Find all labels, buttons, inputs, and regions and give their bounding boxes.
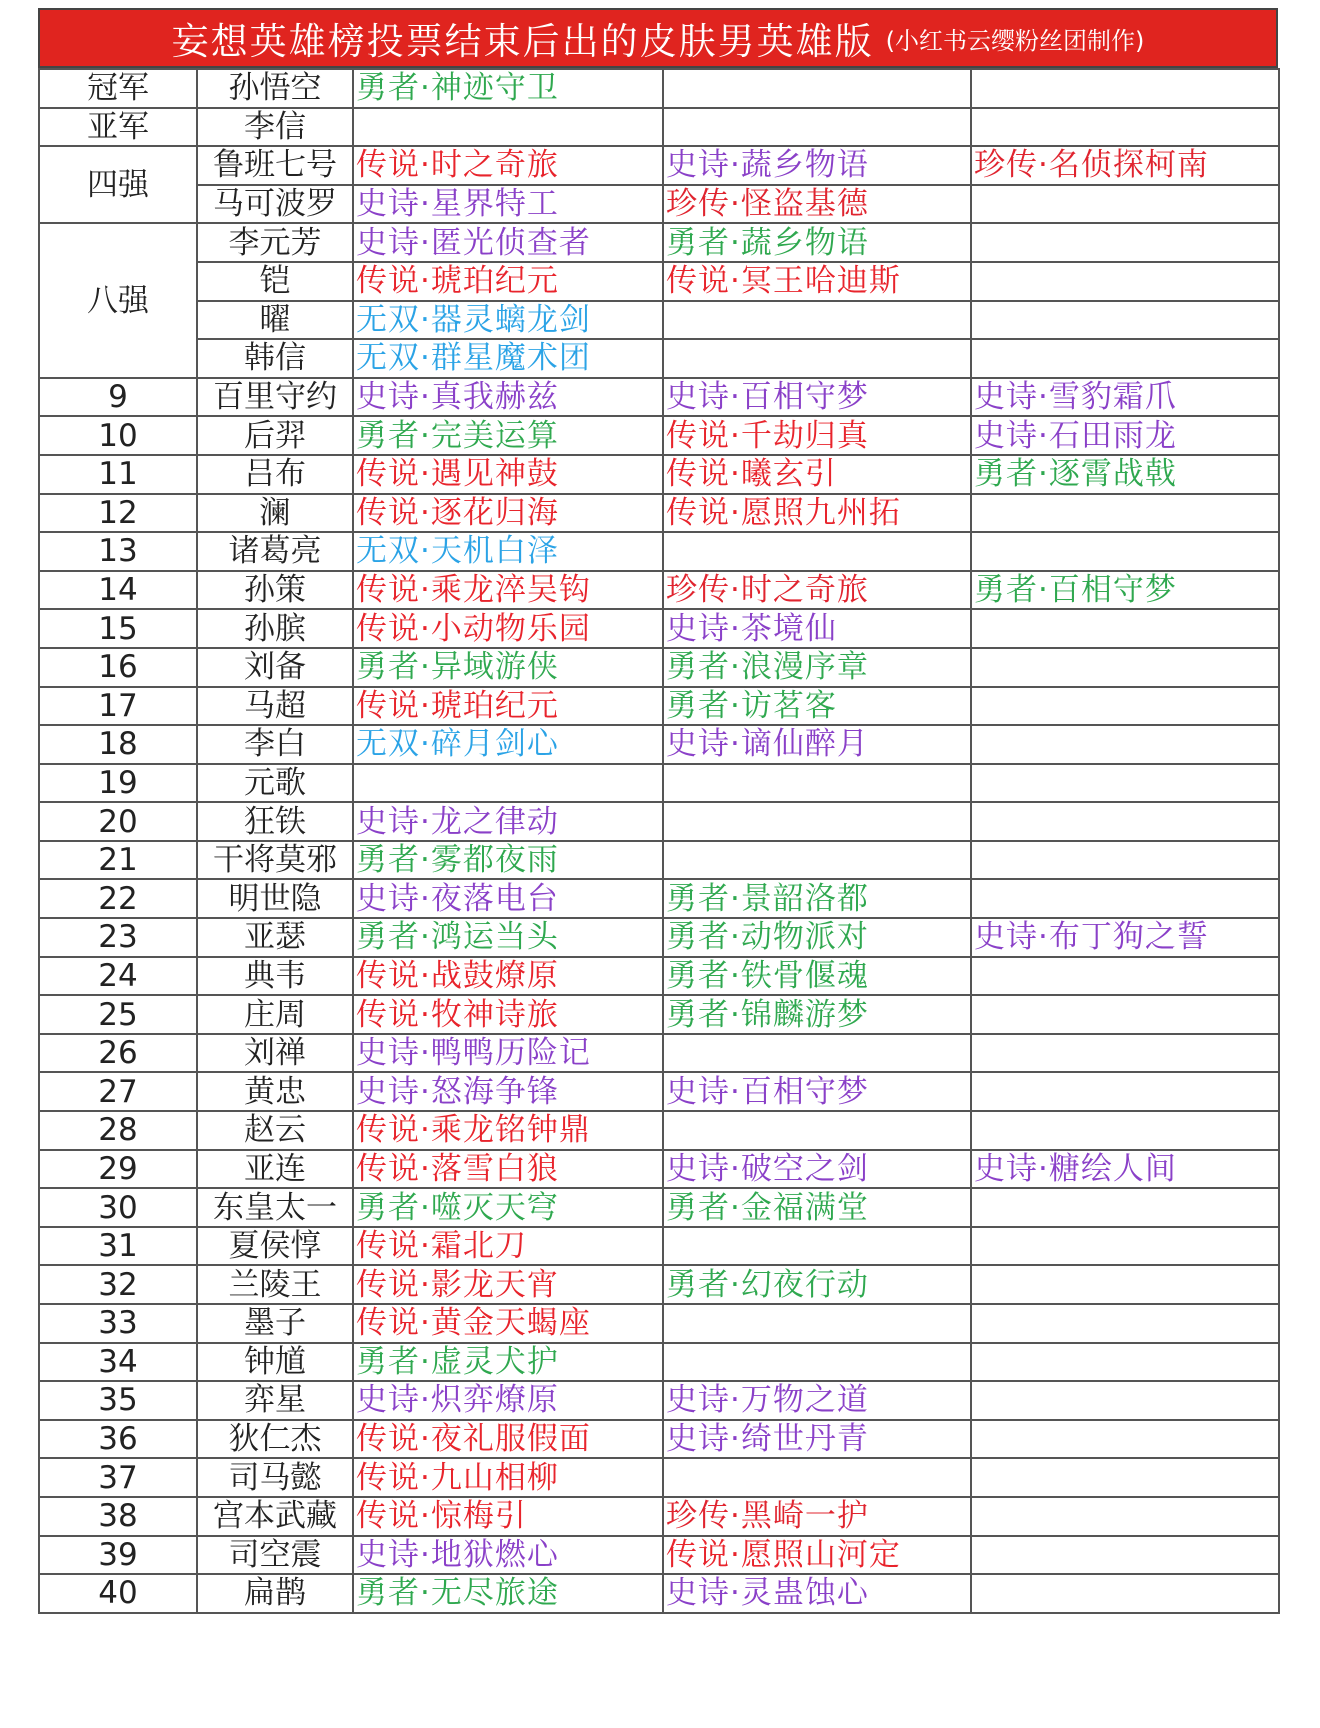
hero-name-cell: 明世隐	[197, 879, 353, 918]
hero-name-cell: 元歌	[197, 764, 353, 803]
table-row	[39, 69, 1279, 108]
skin-cell: 无双·群星魔术团	[353, 339, 663, 378]
rank-cell: 22	[39, 879, 197, 918]
hero-name-cell: 澜	[197, 494, 353, 533]
hero-name-cell: 吕布	[197, 455, 353, 494]
table-row	[39, 1381, 1279, 1420]
rank-cell: 24	[39, 957, 197, 996]
skin-cell	[971, 185, 1279, 224]
hero-name-cell: 庄周	[197, 995, 353, 1034]
rank-cell: 32	[39, 1265, 197, 1304]
skin-cell: 传说·冥王哈迪斯	[663, 262, 971, 301]
skin-cell: 传说·九山相柳	[353, 1458, 663, 1497]
hero-name-cell: 孙策	[197, 571, 353, 610]
rank-cell: 16	[39, 648, 197, 687]
table-row	[39, 725, 1279, 764]
skin-cell: 珍传·名侦探柯南	[971, 146, 1279, 185]
table-row	[39, 1188, 1279, 1227]
skin-cell: 传说·乘龙铭钟鼎	[353, 1111, 663, 1150]
skin-cell	[971, 1420, 1279, 1459]
table-row	[39, 1034, 1279, 1073]
page-subtitle: (小红书云缨粉丝团制作)	[885, 26, 1145, 55]
skin-cell	[971, 1111, 1279, 1150]
skin-cell: 传说·落雪白狼	[353, 1150, 663, 1189]
hero-name-cell: 鲁班七号	[197, 146, 353, 185]
skin-cell: 传说·牧神诗旅	[353, 995, 663, 1034]
hero-name-cell: 扁鹊	[197, 1574, 353, 1613]
skin-cell	[971, 1536, 1279, 1575]
skin-cell	[663, 532, 971, 571]
skin-cell	[971, 957, 1279, 996]
skin-cell: 传说·逐花归海	[353, 494, 663, 533]
skin-cell: 史诗·雪豹霜爪	[971, 378, 1279, 417]
skin-cell	[971, 879, 1279, 918]
skin-cell: 勇者·幻夜行动	[663, 1265, 971, 1304]
table-row	[39, 262, 1279, 301]
skin-cell	[663, 802, 971, 841]
skin-cell: 珍传·怪盗基德	[663, 185, 971, 224]
hero-name-cell: 诸葛亮	[197, 532, 353, 571]
skin-cell: 传说·曦玄引	[663, 455, 971, 494]
skin-cell	[971, 1188, 1279, 1227]
rank-cell: 20	[39, 802, 197, 841]
skin-cell	[971, 1034, 1279, 1073]
skin-cell	[971, 841, 1279, 880]
skin-cell: 勇者·完美运算	[353, 416, 663, 455]
rank-cell: 27	[39, 1072, 197, 1111]
hero-name-cell: 曜	[197, 301, 353, 340]
hero-name-cell: 亚瑟	[197, 918, 353, 957]
table-row	[39, 339, 1279, 378]
skin-cell: 传说·影龙天宵	[353, 1265, 663, 1304]
table-row	[39, 1304, 1279, 1343]
table-row	[39, 1420, 1279, 1459]
skin-cell: 勇者·无尽旅途	[353, 1574, 663, 1613]
table-row	[39, 301, 1279, 340]
skin-cell: 勇者·虚灵犬护	[353, 1343, 663, 1382]
rank-cell: 15	[39, 609, 197, 648]
table-row	[39, 1574, 1279, 1613]
skin-cell	[663, 69, 971, 108]
table-row	[39, 918, 1279, 957]
skin-cell	[971, 1458, 1279, 1497]
table-row	[39, 532, 1279, 571]
hero-name-cell: 狂铁	[197, 802, 353, 841]
table-body	[39, 69, 1279, 1613]
hero-name-cell: 后羿	[197, 416, 353, 455]
skin-cell	[663, 1458, 971, 1497]
hero-name-cell: 赵云	[197, 1111, 353, 1150]
skin-table-sheet	[38, 8, 1278, 1614]
skin-cell: 勇者·百相守梦	[971, 571, 1279, 610]
hero-name-cell: 百里守约	[197, 378, 353, 417]
skin-cell	[663, 301, 971, 340]
rank-cell: 9	[39, 378, 197, 417]
hero-name-cell: 狄仁杰	[197, 1420, 353, 1459]
skin-cell: 勇者·动物派对	[663, 918, 971, 957]
skin-cell: 勇者·逐霄战戟	[971, 455, 1279, 494]
rank-cell: 23	[39, 918, 197, 957]
rank-cell: 34	[39, 1343, 197, 1382]
skin-cell	[663, 108, 971, 147]
rank-cell: 17	[39, 687, 197, 726]
skin-cell	[971, 223, 1279, 262]
hero-name-cell: 李白	[197, 725, 353, 764]
rank-cell: 40	[39, 1574, 197, 1613]
rank-cell: 21	[39, 841, 197, 880]
hero-name-cell: 马超	[197, 687, 353, 726]
skin-cell: 史诗·地狱燃心	[353, 1536, 663, 1575]
skin-cell: 传说·愿照山河定	[663, 1536, 971, 1575]
skin-cell: 勇者·铁骨偃魂	[663, 957, 971, 996]
table-row	[39, 879, 1279, 918]
table-row	[39, 1150, 1279, 1189]
skin-cell	[971, 1304, 1279, 1343]
skin-cell	[971, 494, 1279, 533]
hero-name-cell: 夏侯惇	[197, 1227, 353, 1266]
skin-cell: 传说·愿照九州拓	[663, 494, 971, 533]
rank-cell: 冠军	[39, 69, 197, 108]
rank-cell: 亚军	[39, 108, 197, 147]
table-row	[39, 1227, 1279, 1266]
hero-name-cell: 铠	[197, 262, 353, 301]
skin-cell: 史诗·匿光侦查者	[353, 223, 663, 262]
rank-cell: 18	[39, 725, 197, 764]
skin-cell: 史诗·茶境仙	[663, 609, 971, 648]
hero-name-cell: 弈星	[197, 1381, 353, 1420]
rank-cell: 37	[39, 1458, 197, 1497]
skin-cell	[663, 764, 971, 803]
skin-cell: 无双·器灵螭龙剑	[353, 301, 663, 340]
table-row	[39, 1072, 1279, 1111]
skin-cell	[663, 1111, 971, 1150]
skin-cell: 勇者·神迹守卫	[353, 69, 663, 108]
hero-name-cell: 司空震	[197, 1536, 353, 1575]
page-title: 妄想英雄榜投票结束后出的皮肤男英雄版	[171, 20, 874, 63]
table-row	[39, 995, 1279, 1034]
skin-cell	[971, 69, 1279, 108]
table-row	[39, 841, 1279, 880]
table-row	[39, 802, 1279, 841]
skin-cell	[971, 995, 1279, 1034]
skin-cell: 珍传·黑崎一护	[663, 1497, 971, 1536]
table-row	[39, 378, 1279, 417]
skin-cell: 珍传·时之奇旅	[663, 571, 971, 610]
hero-name-cell: 孙膑	[197, 609, 353, 648]
rank-cell: 19	[39, 764, 197, 803]
rank-cell: 14	[39, 571, 197, 610]
skin-cell: 史诗·真我赫兹	[353, 378, 663, 417]
table-row	[39, 1458, 1279, 1497]
skin-cell: 史诗·炽弈燎原	[353, 1381, 663, 1420]
hero-name-cell: 钟馗	[197, 1343, 353, 1382]
rank-cell: 四强	[39, 146, 197, 223]
table-row	[39, 648, 1279, 687]
skin-cell: 史诗·灵蛊蚀心	[663, 1574, 971, 1613]
rank-cell: 八强	[39, 223, 197, 377]
skin-cell	[971, 764, 1279, 803]
skin-cell	[353, 764, 663, 803]
skin-cell: 传说·小动物乐园	[353, 609, 663, 648]
rank-cell: 29	[39, 1150, 197, 1189]
hero-name-cell: 韩信	[197, 339, 353, 378]
skin-cell: 勇者·景韶洛都	[663, 879, 971, 918]
skin-cell: 传说·乘龙淬吴钩	[353, 571, 663, 610]
rank-cell: 10	[39, 416, 197, 455]
rank-cell: 31	[39, 1227, 197, 1266]
skin-cell: 史诗·蔬乡物语	[663, 146, 971, 185]
skin-cell: 勇者·锦麟游梦	[663, 995, 971, 1034]
skin-cell: 史诗·绮世丹青	[663, 1420, 971, 1459]
rank-cell: 12	[39, 494, 197, 533]
title-bar	[38, 8, 1278, 68]
skin-table	[38, 68, 1280, 1614]
skin-cell: 传说·夜礼服假面	[353, 1420, 663, 1459]
hero-name-cell: 干将莫邪	[197, 841, 353, 880]
skin-cell	[971, 648, 1279, 687]
table-row	[39, 455, 1279, 494]
skin-cell	[971, 108, 1279, 147]
hero-name-cell: 宫本武藏	[197, 1497, 353, 1536]
table-row	[39, 1265, 1279, 1304]
skin-cell: 史诗·万物之道	[663, 1381, 971, 1420]
table-row	[39, 764, 1279, 803]
skin-cell: 史诗·百相守梦	[663, 378, 971, 417]
skin-cell	[971, 725, 1279, 764]
skin-cell: 勇者·访茗客	[663, 687, 971, 726]
skin-cell: 传说·战鼓燎原	[353, 957, 663, 996]
table-row	[39, 571, 1279, 610]
skin-cell: 史诗·谪仙醉月	[663, 725, 971, 764]
skin-cell: 勇者·雾都夜雨	[353, 841, 663, 880]
skin-cell	[971, 1072, 1279, 1111]
rank-cell: 38	[39, 1497, 197, 1536]
skin-cell: 传说·琥珀纪元	[353, 687, 663, 726]
hero-name-cell: 刘备	[197, 648, 353, 687]
rank-cell: 35	[39, 1381, 197, 1420]
table-row	[39, 146, 1279, 185]
skin-cell: 传说·遇见神鼓	[353, 455, 663, 494]
table-row	[39, 1536, 1279, 1575]
table-row	[39, 1343, 1279, 1382]
hero-name-cell: 李信	[197, 108, 353, 147]
rank-cell: 13	[39, 532, 197, 571]
skin-cell: 勇者·浪漫序章	[663, 648, 971, 687]
skin-cell	[971, 1265, 1279, 1304]
skin-cell	[971, 609, 1279, 648]
skin-cell: 史诗·星界特工	[353, 185, 663, 224]
skin-cell: 史诗·布丁狗之誓	[971, 918, 1279, 957]
hero-name-cell: 李元芳	[197, 223, 353, 262]
skin-cell	[971, 1381, 1279, 1420]
rank-cell: 28	[39, 1111, 197, 1150]
hero-name-cell: 司马懿	[197, 1458, 353, 1497]
table-row	[39, 1111, 1279, 1150]
table-row	[39, 957, 1279, 996]
skin-cell: 勇者·金福满堂	[663, 1188, 971, 1227]
skin-cell	[663, 339, 971, 378]
hero-name-cell: 典韦	[197, 957, 353, 996]
rank-cell: 11	[39, 455, 197, 494]
table-row	[39, 1497, 1279, 1536]
skin-cell	[663, 1034, 971, 1073]
hero-name-cell: 东皇太一	[197, 1188, 353, 1227]
skin-cell: 史诗·破空之剑	[663, 1150, 971, 1189]
skin-cell: 传说·千劫归真	[663, 416, 971, 455]
skin-cell	[971, 1227, 1279, 1266]
skin-cell: 勇者·异域游侠	[353, 648, 663, 687]
skin-cell	[353, 108, 663, 147]
skin-cell: 无双·天机白泽	[353, 532, 663, 571]
skin-cell: 传说·琥珀纪元	[353, 262, 663, 301]
skin-cell: 史诗·龙之律动	[353, 802, 663, 841]
table-row	[39, 609, 1279, 648]
skin-cell: 传说·惊梅引	[353, 1497, 663, 1536]
skin-cell	[971, 532, 1279, 571]
rank-cell: 39	[39, 1536, 197, 1575]
rank-cell: 36	[39, 1420, 197, 1459]
table-row	[39, 494, 1279, 533]
rank-cell: 26	[39, 1034, 197, 1073]
rank-cell: 25	[39, 995, 197, 1034]
skin-cell: 史诗·百相守梦	[663, 1072, 971, 1111]
skin-cell	[663, 1304, 971, 1343]
skin-cell: 史诗·怒海争锋	[353, 1072, 663, 1111]
skin-cell	[971, 1574, 1279, 1613]
hero-name-cell: 兰陵王	[197, 1265, 353, 1304]
skin-cell: 史诗·鸭鸭历险记	[353, 1034, 663, 1073]
skin-cell	[971, 262, 1279, 301]
table-row	[39, 108, 1279, 147]
hero-name-cell: 马可波罗	[197, 185, 353, 224]
skin-cell	[971, 339, 1279, 378]
table-row	[39, 416, 1279, 455]
skin-cell: 传说·时之奇旅	[353, 146, 663, 185]
skin-cell: 勇者·蔬乡物语	[663, 223, 971, 262]
hero-name-cell: 孙悟空	[197, 69, 353, 108]
hero-name-cell: 刘禅	[197, 1034, 353, 1073]
hero-name-cell: 墨子	[197, 1304, 353, 1343]
skin-cell	[663, 1227, 971, 1266]
skin-cell: 无双·碎月剑心	[353, 725, 663, 764]
skin-cell	[663, 841, 971, 880]
hero-name-cell: 黄忠	[197, 1072, 353, 1111]
skin-cell: 史诗·石田雨龙	[971, 416, 1279, 455]
table-row	[39, 185, 1279, 224]
skin-cell: 勇者·鸿运当头	[353, 918, 663, 957]
table-row	[39, 687, 1279, 726]
skin-cell	[663, 1343, 971, 1382]
skin-cell: 传说·黄金天蝎座	[353, 1304, 663, 1343]
skin-cell	[971, 687, 1279, 726]
rank-cell: 33	[39, 1304, 197, 1343]
rank-cell: 30	[39, 1188, 197, 1227]
skin-cell: 史诗·夜落电台	[353, 879, 663, 918]
skin-cell	[971, 1497, 1279, 1536]
skin-cell: 勇者·噬灭天穹	[353, 1188, 663, 1227]
skin-cell: 史诗·糖绘人间	[971, 1150, 1279, 1189]
skin-cell	[971, 301, 1279, 340]
hero-name-cell: 亚连	[197, 1150, 353, 1189]
skin-cell	[971, 1343, 1279, 1382]
table-row	[39, 223, 1279, 262]
skin-cell	[971, 802, 1279, 841]
skin-cell: 传说·霜北刀	[353, 1227, 663, 1266]
